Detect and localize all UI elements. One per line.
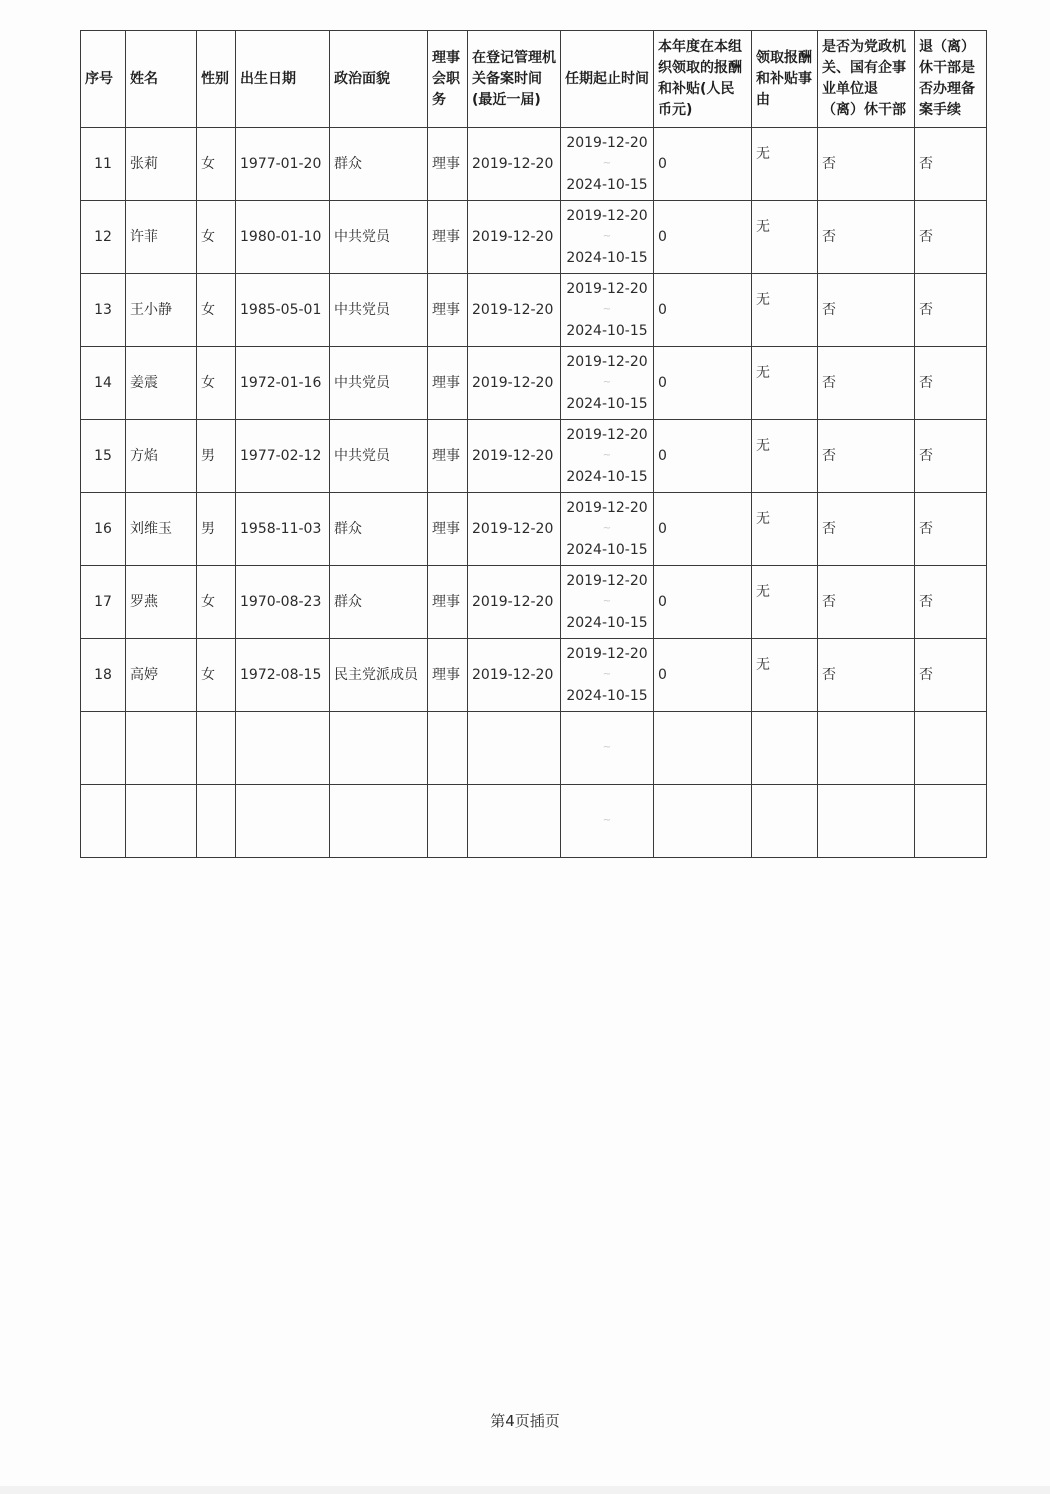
- cell-payment-reason: 无: [752, 347, 818, 420]
- cell-retired-filing: 否: [915, 347, 987, 420]
- table-header-row: [81, 31, 987, 128]
- cell-retired-filing: 否: [915, 493, 987, 566]
- cell-gender: [197, 785, 236, 858]
- cell-gender: 女: [197, 566, 236, 639]
- cell-term: [561, 566, 654, 639]
- cell-payment-reason: 无: [752, 639, 818, 712]
- header-term: 任期起止时间: [561, 31, 654, 128]
- cell-retired-filing: 否: [915, 274, 987, 347]
- cell-board-role: 理事: [428, 493, 468, 566]
- term-separator: ~: [602, 450, 612, 461]
- cell-term: [561, 785, 654, 858]
- cell-seq: 12: [81, 201, 126, 274]
- cell-political-status: 中共党员: [330, 347, 428, 420]
- cell-filing-date: 2019-12-20: [468, 128, 561, 201]
- cell-retired-cadre: 否: [818, 128, 915, 201]
- cell-term: [561, 639, 654, 712]
- cell-political-status: 群众: [330, 493, 428, 566]
- cell-payment: 0: [654, 566, 752, 639]
- cell-payment: [654, 785, 752, 858]
- table-row: [81, 420, 987, 493]
- term-end: 2024-10-15: [566, 396, 648, 412]
- header-retired-cadre: 是否为党政机关、国有企事业单位退（离）休干部: [818, 31, 915, 128]
- cell-political-status: [330, 712, 428, 785]
- cell-filing-date: [468, 785, 561, 858]
- cell-name: 姜震: [126, 347, 197, 420]
- cell-gender: 女: [197, 274, 236, 347]
- cell-birth-date: [236, 712, 330, 785]
- cell-name: 高婷: [126, 639, 197, 712]
- cell-retired-filing: 否: [915, 639, 987, 712]
- cell-retired-filing: 否: [915, 201, 987, 274]
- cell-name: [126, 712, 197, 785]
- cell-retired-filing: [915, 785, 987, 858]
- cell-filing-date: 2019-12-20: [468, 639, 561, 712]
- term-separator: ~: [602, 231, 612, 242]
- term-start: 2019-12-20: [566, 281, 648, 297]
- cell-payment: [654, 712, 752, 785]
- term-end: 2024-10-15: [566, 542, 648, 558]
- header-gender: 性别: [197, 31, 236, 128]
- cell-birth-date: 1972-01-16: [236, 347, 330, 420]
- cell-term: [561, 274, 654, 347]
- header-board-role: 理事会职务: [428, 31, 468, 128]
- cell-seq: 17: [81, 566, 126, 639]
- cell-board-role: 理事: [428, 347, 468, 420]
- term-start: 2019-12-20: [566, 573, 648, 589]
- term-end: 2024-10-15: [566, 688, 648, 704]
- term-start: 2019-12-20: [566, 427, 648, 443]
- cell-retired-cadre: 否: [818, 493, 915, 566]
- table-row: [81, 128, 987, 201]
- term-separator: ~: [602, 523, 612, 534]
- cell-name: [126, 785, 197, 858]
- header-payment-reason: 领取报酬和补贴事由: [752, 31, 818, 128]
- cell-gender: 女: [197, 128, 236, 201]
- header-political-status: 政治面貌: [330, 31, 428, 128]
- cell-birth-date: 1970-08-23: [236, 566, 330, 639]
- cell-term: [561, 420, 654, 493]
- cell-payment: 0: [654, 274, 752, 347]
- cell-retired-cadre: 否: [818, 639, 915, 712]
- term-separator: ~: [602, 596, 612, 607]
- cell-birth-date: [236, 785, 330, 858]
- cell-payment: 0: [654, 201, 752, 274]
- cell-filing-date: 2019-12-20: [468, 420, 561, 493]
- cell-retired-filing: 否: [915, 566, 987, 639]
- table-row: [81, 639, 987, 712]
- table-row: [81, 347, 987, 420]
- cell-gender: 男: [197, 420, 236, 493]
- cell-board-role: 理事: [428, 201, 468, 274]
- cell-payment: 0: [654, 420, 752, 493]
- header-retired-filing: 退（离）休干部是否办理备案手续: [915, 31, 987, 128]
- cell-political-status: 中共党员: [330, 201, 428, 274]
- table-row: [81, 493, 987, 566]
- table-row: [81, 274, 987, 347]
- cell-payment: 0: [654, 639, 752, 712]
- cell-filing-date: 2019-12-20: [468, 493, 561, 566]
- cell-term: [561, 347, 654, 420]
- cell-gender: 女: [197, 347, 236, 420]
- cell-board-role: 理事: [428, 128, 468, 201]
- cell-payment-reason: 无: [752, 566, 818, 639]
- header-payment: 本年度在本组织领取的报酬和补贴(人民币元): [654, 31, 752, 128]
- cell-payment-reason: 无: [752, 128, 818, 201]
- term-separator: ~: [602, 158, 612, 169]
- cell-term: [561, 201, 654, 274]
- cell-birth-date: 1958-11-03: [236, 493, 330, 566]
- cell-gender: 女: [197, 639, 236, 712]
- cell-political-status: [330, 785, 428, 858]
- cell-retired-cadre: 否: [818, 274, 915, 347]
- header-name: 姓名: [126, 31, 197, 128]
- term-end: 2024-10-15: [566, 323, 648, 339]
- cell-payment-reason: 无: [752, 274, 818, 347]
- cell-name: 刘维玉: [126, 493, 197, 566]
- cell-term: [561, 128, 654, 201]
- term-end: 2024-10-15: [566, 469, 648, 485]
- cell-name: 许菲: [126, 201, 197, 274]
- cell-payment: 0: [654, 347, 752, 420]
- cell-filing-date: [468, 712, 561, 785]
- cell-political-status: 群众: [330, 566, 428, 639]
- cell-term: [561, 493, 654, 566]
- cell-birth-date: 1977-02-12: [236, 420, 330, 493]
- term-separator: ~: [602, 742, 612, 753]
- cell-political-status: 民主党派成员: [330, 639, 428, 712]
- header-seq: 序号: [81, 31, 126, 128]
- term-start: 2019-12-20: [566, 354, 648, 370]
- term-end: 2024-10-15: [566, 615, 648, 631]
- cell-board-role: 理事: [428, 274, 468, 347]
- cell-seq: 11: [81, 128, 126, 201]
- cell-payment-reason: [752, 785, 818, 858]
- cell-filing-date: 2019-12-20: [468, 274, 561, 347]
- cell-retired-cadre: 否: [818, 201, 915, 274]
- cell-seq: 13: [81, 274, 126, 347]
- term-separator: ~: [602, 815, 612, 826]
- cell-payment: 0: [654, 493, 752, 566]
- term-start: 2019-12-20: [566, 135, 648, 151]
- table-row: [81, 712, 987, 785]
- cell-payment-reason: 无: [752, 201, 818, 274]
- cell-gender: 男: [197, 493, 236, 566]
- cell-seq: 16: [81, 493, 126, 566]
- cell-board-role: [428, 785, 468, 858]
- cell-political-status: 中共党员: [330, 274, 428, 347]
- cell-retired-cadre: [818, 785, 915, 858]
- cell-board-role: [428, 712, 468, 785]
- term-separator: ~: [602, 669, 612, 680]
- cell-retired-cadre: 否: [818, 347, 915, 420]
- cell-gender: [197, 712, 236, 785]
- cell-birth-date: 1977-01-20: [236, 128, 330, 201]
- cell-seq: 18: [81, 639, 126, 712]
- cell-name: 方焰: [126, 420, 197, 493]
- cell-name: 罗燕: [126, 566, 197, 639]
- term-start: 2019-12-20: [566, 500, 648, 516]
- cell-seq: [81, 712, 126, 785]
- cell-retired-cadre: 否: [818, 566, 915, 639]
- cell-board-role: 理事: [428, 639, 468, 712]
- cell-payment-reason: 无: [752, 420, 818, 493]
- header-filing-date: 在登记管理机关备案时间(最近一届): [468, 31, 561, 128]
- cell-payment-reason: 无: [752, 493, 818, 566]
- cell-filing-date: 2019-12-20: [468, 566, 561, 639]
- board-member-table: [80, 30, 987, 858]
- cell-retired-filing: 否: [915, 128, 987, 201]
- cell-seq: [81, 785, 126, 858]
- cell-filing-date: 2019-12-20: [468, 201, 561, 274]
- term-separator: ~: [602, 377, 612, 388]
- cell-political-status: 中共党员: [330, 420, 428, 493]
- term-start: 2019-12-20: [566, 646, 648, 662]
- page-footer-label: 第4页插页: [490, 1412, 560, 1430]
- table-row: [81, 201, 987, 274]
- table-row: [81, 566, 987, 639]
- cell-seq: 14: [81, 347, 126, 420]
- term-start: 2019-12-20: [566, 208, 648, 224]
- term-separator: ~: [602, 304, 612, 315]
- cell-retired-filing: [915, 712, 987, 785]
- cell-board-role: 理事: [428, 566, 468, 639]
- cell-birth-date: 1980-01-10: [236, 201, 330, 274]
- cell-name: 张莉: [126, 128, 197, 201]
- cell-payment: 0: [654, 128, 752, 201]
- term-end: 2024-10-15: [566, 177, 648, 193]
- cell-retired-cadre: [818, 712, 915, 785]
- cell-birth-date: 1985-05-01: [236, 274, 330, 347]
- cell-political-status: 群众: [330, 128, 428, 201]
- header-birth-date: 出生日期: [236, 31, 330, 128]
- scan-edge: [0, 1486, 1050, 1494]
- cell-retired-cadre: 否: [818, 420, 915, 493]
- term-end: 2024-10-15: [566, 250, 648, 266]
- cell-seq: 15: [81, 420, 126, 493]
- cell-board-role: 理事: [428, 420, 468, 493]
- cell-payment-reason: [752, 712, 818, 785]
- cell-term: [561, 712, 654, 785]
- cell-name: 王小静: [126, 274, 197, 347]
- cell-birth-date: 1972-08-15: [236, 639, 330, 712]
- cell-gender: 女: [197, 201, 236, 274]
- table-row: [81, 785, 987, 858]
- cell-filing-date: 2019-12-20: [468, 347, 561, 420]
- cell-retired-filing: 否: [915, 420, 987, 493]
